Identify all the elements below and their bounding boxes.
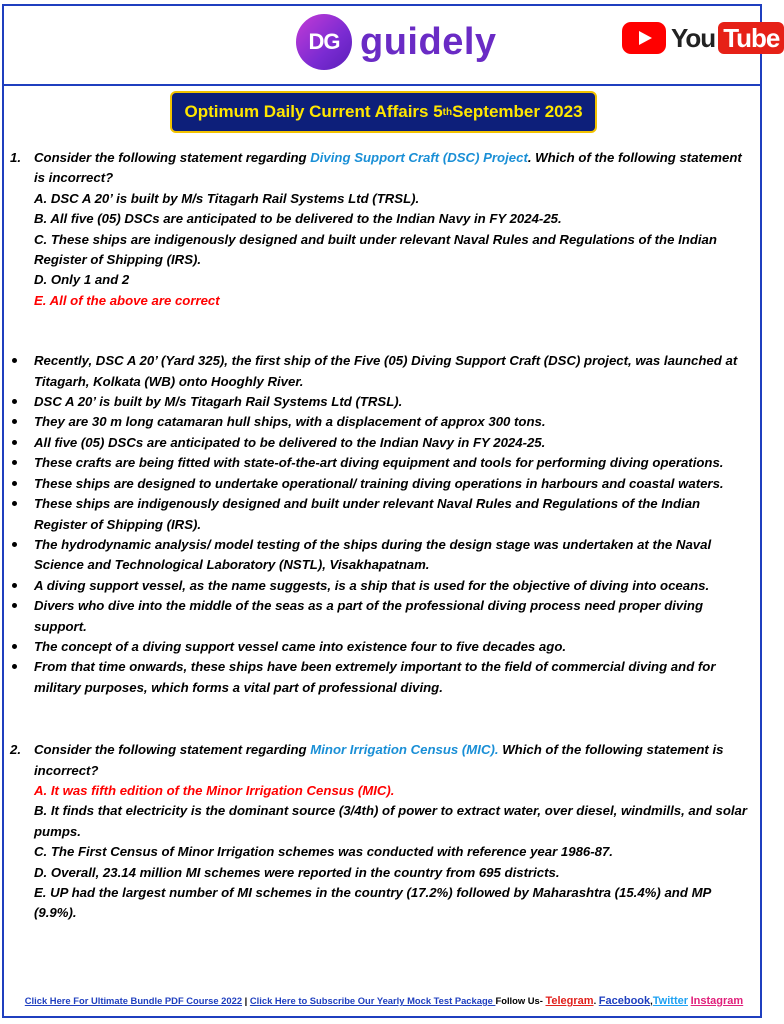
option: D. Overall, 23.14 million MI schemes were reported in the country from 695 districts. [34, 864, 560, 880]
youtube-you-text: You [671, 22, 716, 53]
twitter-link[interactable]: Twitter [652, 995, 689, 1007]
instagram-link[interactable]: Instagram [690, 995, 744, 1007]
guidely-logo[interactable] [296, 14, 497, 70]
question-number: 2. [10, 742, 21, 758]
option: A. DSC A 20’ is built by M/s Titagarh Rail Systems Ltd (TRSL). [34, 190, 420, 206]
telegram-link[interactable]: Telegram [545, 995, 594, 1007]
question-2 [10, 740, 754, 924]
question-stem [34, 740, 754, 781]
list-item: These ships are designed to undertake operational/ training diving operations in harbours and coastal waters. [10, 474, 754, 494]
list-item: These ships are indigenously designed and built under relevant Naval Rules and Regulations of the Indian Register of Shipping (IRS). [10, 494, 754, 535]
youtube-logo[interactable] [622, 22, 784, 54]
stem-text: Consider the following statement regarding [34, 150, 311, 165]
guidely-logo-text: guidely [360, 20, 497, 63]
list-item: Recently, DSC A 20’ (Yard 325), the first ship of the Five (05) Diving Support Craft (DSC) project, was launched at Titagarh, Kolkata (WB) onto Hooghly River. [10, 351, 754, 392]
follow-us-label: Follow Us- [495, 995, 546, 1006]
title-prefix: Optimum Daily Current Affairs 5 [184, 102, 443, 121]
footer-separator: | [242, 995, 250, 1006]
list-item: From that time onwards, these ships have been extremely important to the field of commercial diving and for military purposes, which forms a vital part of professional diving. [10, 657, 754, 698]
question-1 [10, 148, 754, 311]
header-divider [4, 84, 760, 86]
question-stem [34, 148, 754, 189]
question-number: 1. [10, 150, 21, 165]
facebook-link[interactable]: Facebook [598, 995, 651, 1007]
option: C. The First Census of Minor Irrigation schemes was conducted with reference year 1986-87. [34, 844, 613, 860]
youtube-tube-text: Tube [718, 22, 784, 54]
stem-text: Consider the following statement regarding [34, 742, 311, 758]
stem-highlight: Diving Support Craft (DSC) Project [310, 150, 528, 165]
mock-test-link[interactable]: Click Here to Subscribe Our Yearly Mock Test Package [249, 995, 496, 1006]
title-sup: th [442, 106, 453, 118]
option: B. It finds that electricity is the dominant source (3/4th) of power to extract water, over diesel, windmills, and solar pumps. [34, 803, 748, 839]
option: E. UP had the largest number of MI schemes in the country (17.2%) followed by Maharashtra (15.4%) and MP (9.9%). [34, 885, 711, 921]
header [0, 0, 780, 86]
footer [0, 995, 768, 1007]
spacer [10, 698, 754, 740]
footer-comma: , [650, 995, 653, 1006]
page-title [170, 91, 597, 133]
title-suffix: September 2023 [452, 102, 583, 121]
correct-answer: A. It was fifth edition of the Minor Irrigation Census (MIC). [34, 782, 395, 798]
stem-highlight: Minor Irrigation Census (MIC). [310, 742, 499, 758]
spacer [10, 311, 754, 351]
list-item: DSC A 20’ is built by M/s Titagarh Rail Systems Ltd (TRSL). [10, 392, 754, 412]
stem-text: Which of the following statement is incorrect? [34, 742, 724, 778]
footer-dot: . [593, 995, 597, 1006]
list-item: The concept of a diving support vessel came into existence four to five decades ago. [10, 637, 754, 657]
guidely-logo-icon: DG [296, 14, 352, 70]
list-item: The hydrodynamic analysis/ model testing of the ships during the design stage was undertaken at the Naval Science and Technological Laboratory (NSTL), Visakhapatnam. [10, 535, 754, 576]
correct-answer: E. All of the above are correct [34, 292, 220, 308]
question-body [34, 740, 754, 924]
list-item: Divers who dive into the middle of the seas as a part of the professional diving process need proper diving support. [10, 596, 754, 637]
list-item: They are 30 m long catamaran hull ships, with a displacement of approx 300 tons. [10, 412, 754, 432]
list-item: These crafts are being fitted with state-of-the-art diving equipment and tools for performing diving operations. [10, 453, 754, 473]
list-item: All five (05) DSCs are anticipated to be delivered to the Indian Navy in FY 2024-25. [10, 433, 754, 453]
youtube-play-icon [622, 22, 666, 54]
option: B. All five (05) DSCs are anticipated to be delivered to the Indian Navy in FY 2024-25. [34, 211, 562, 227]
content [10, 148, 754, 924]
list-item: A diving support vessel, as the name suggests, is a ship that is used for the objective of diving into oceans. [10, 576, 754, 596]
option: D. Only 1 and 2 [34, 272, 130, 288]
stem-text: . Which of the following statement is incorrect? [34, 150, 742, 186]
question-body [34, 148, 754, 311]
explanation-list [10, 351, 754, 698]
bundle-pdf-link[interactable]: Click Here For Ultimate Bundle PDF Course 2022 [24, 995, 243, 1006]
option: C. These ships are indigenously designed and built under relevant Naval Rules and Regulations of the Indian Register of Shipping (IRS). [34, 231, 717, 268]
